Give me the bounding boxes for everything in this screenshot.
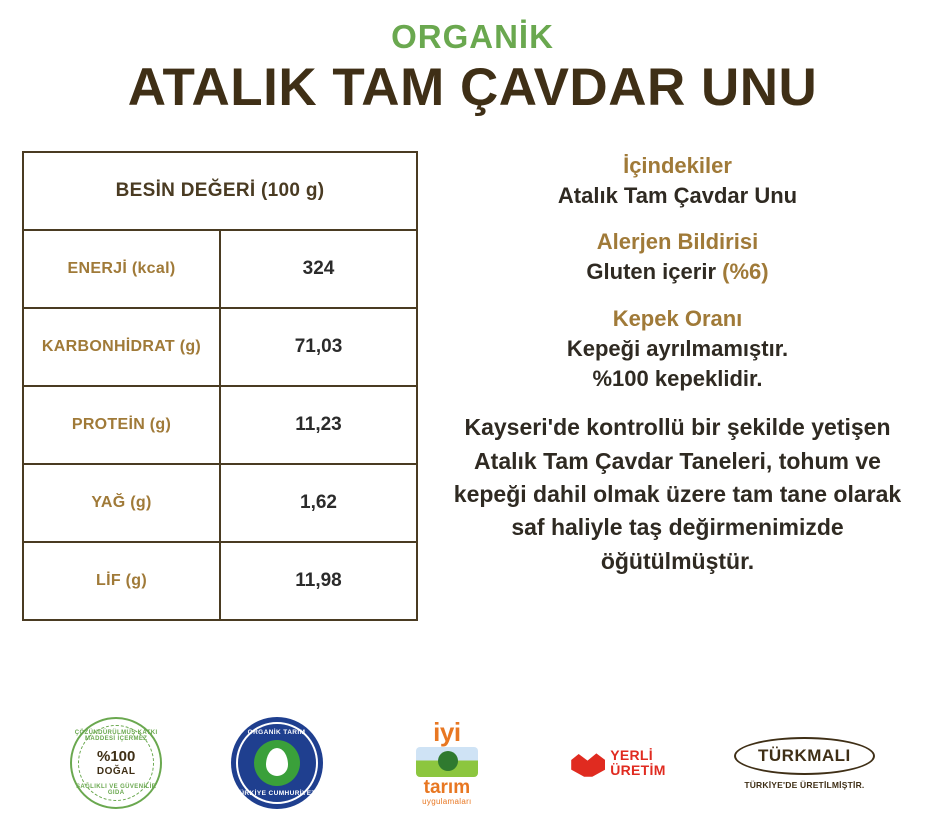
badge-local-production [571,748,665,778]
nutrition-label: LİF (g) [23,542,220,620]
certification-badges [0,717,945,809]
badge-organic-agriculture [231,717,323,809]
nutrition-value: 324 [220,230,417,308]
nutrition-table-header: BESİN DEĞERİ (100 g) [23,152,417,230]
bran-line-2: %100 kepeklidir. [592,366,763,392]
natural-arc-top: ÇÖZÜNDÜRÜLMÜŞ KATKI MADDESİ İÇERMEZ [74,730,158,742]
nutrition-label: KARBONHİDRAT (g) [23,308,220,386]
nutrition-value: 11,23 [220,386,417,464]
table-row [23,464,417,542]
good-agriculture-line-1: iyi [433,717,461,748]
nutrition-value: 11,98 [220,542,417,620]
good-agriculture-line-2: tarım [423,776,471,798]
table-header-row [23,152,417,230]
badge-natural [70,717,162,809]
allergen-text: Gluten içerir [586,259,716,285]
natural-main-text: %100 [96,748,136,765]
table-row [23,308,417,386]
natural-arc-bottom: SAĞLIKLI VE GÜVENİLİR GIDA [75,784,157,796]
page-title: ATALIK TAM ÇAVDAR UNU [127,57,818,117]
eyebrow-organik: ORGANİK [391,18,554,55]
allergen-block [436,227,919,287]
nutrition-label: YAĞ (g) [23,464,220,542]
bran-line-1: Kepeği ayrılmamıştır. [566,335,789,361]
organic-arc-top: ORGANİK TARIM [247,729,306,736]
nutrition-label: ENERJİ (kcal) [23,230,220,308]
page-header [0,0,945,117]
allergen-title: Alerjen Bildirisi [596,229,759,255]
nutrition-value: 71,03 [220,308,417,386]
table-row [23,230,417,308]
allergen-text-row [436,257,919,288]
ingredients-block [436,151,919,211]
table-row [23,386,417,464]
local-production-line-2: ÜRETİM [610,762,666,778]
description-paragraph: Kayseri'de kontrollü bir şekilde yetişen Atalık Tam Çavdar Taneleri, tohum ve kepeği dahil olmak üzere tam tane olarak saf haliyle taş değirmenimizde öğütülmüştür. [453,414,902,574]
badge-turkish-goods [734,737,875,790]
nutrition-value: 1,62 [220,464,417,542]
handshake-icon [571,748,605,778]
good-agriculture-line-3: uygulamaları [422,796,472,806]
organic-arc-bottom: TÜRKİYE CUMHURİYETİ [234,790,319,797]
natural-stamp-icon [70,717,162,809]
natural-sub-text: DOĞAL [96,766,136,777]
local-production-text [610,748,665,777]
ingredients-text: Atalık Tam Çavdar Unu [557,182,798,208]
product-info-column [418,151,923,621]
bran-title: Kepek Oranı [612,305,743,331]
nutrition-table [22,151,418,621]
ingredients-title: İçindekiler [623,152,732,178]
leaf-icon [254,740,300,786]
nutrition-table-container [22,151,418,621]
local-production-line-1: YERLİ [610,747,653,764]
turkish-goods-sub: TÜRKİYE'DE ÜRETİLMİŞTİR. [744,779,865,790]
table-row [23,542,417,620]
allergen-value: (%6) [722,259,769,285]
badge-good-agriculture [391,717,503,806]
field-landscape-icon [416,747,478,777]
bran-block [436,304,919,395]
turkish-goods-main: TÜRKMALI [734,737,875,775]
organic-agriculture-icon [231,717,323,809]
content-area [0,151,945,621]
nutrition-label: PROTEİN (g) [23,386,220,464]
